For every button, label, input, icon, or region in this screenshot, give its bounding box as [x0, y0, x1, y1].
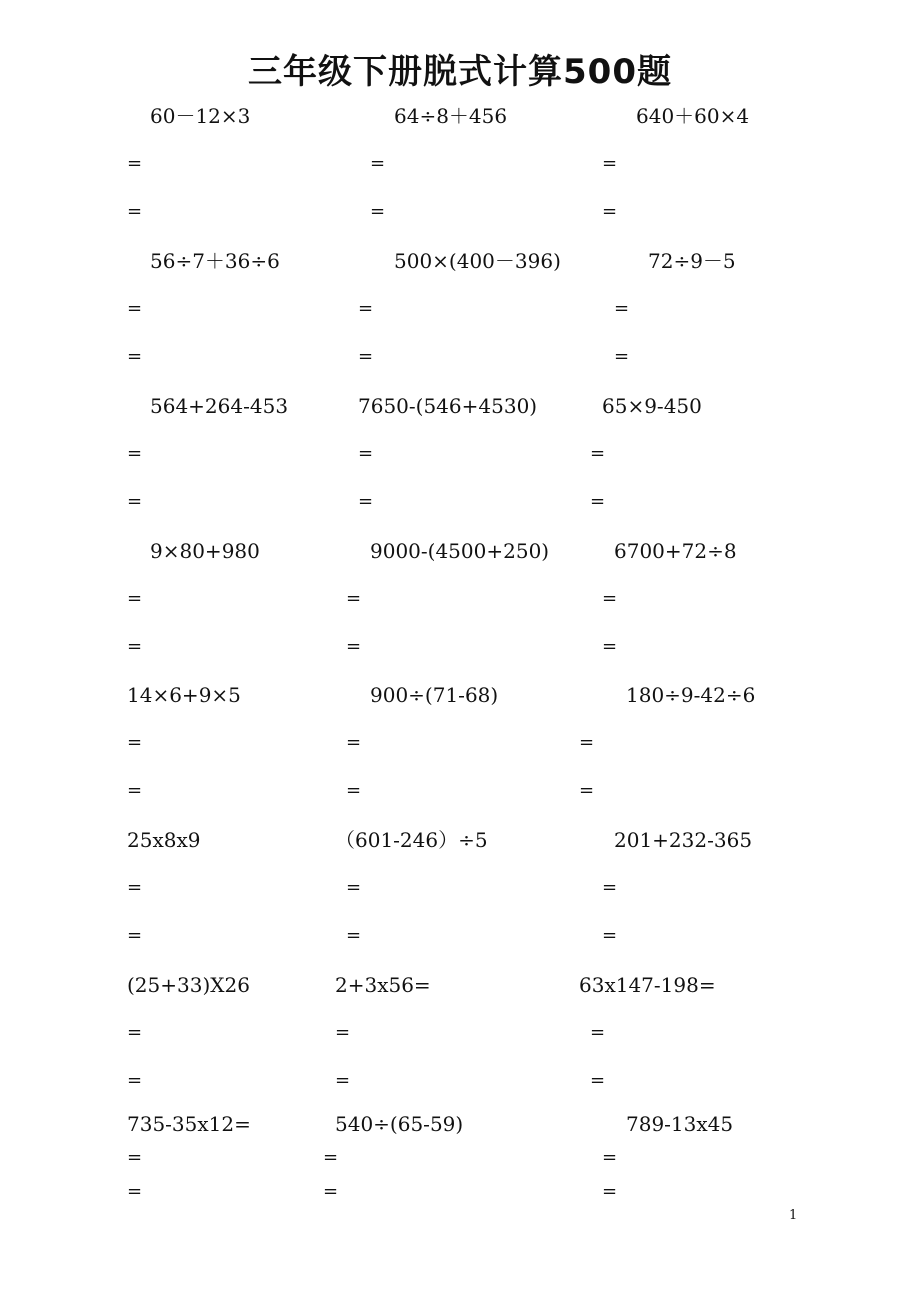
equals-line-1: = [358, 298, 374, 319]
problem-expression: 64÷8＋456 [394, 104, 508, 128]
problem-expression: 564+264-453 [150, 394, 289, 418]
equals-line-1: = [127, 443, 143, 464]
equals-line-2: = [579, 780, 595, 801]
equals-line-2: = [127, 780, 143, 801]
problem-expression: 60－12×3 [150, 104, 251, 128]
problem-expression: (25+33)X26 [127, 973, 250, 997]
equals-line-2: = [358, 346, 374, 367]
problem-expression: 65×9-450 [602, 394, 702, 418]
problem-expression: 9000-(4500+250) [370, 539, 550, 563]
problem-expression: 14×6+9×5 [127, 683, 241, 707]
equals-line-2: = [590, 1070, 606, 1091]
equals-line-1: = [127, 877, 143, 898]
equals-line-2: = [370, 201, 386, 222]
equals-line-1: = [602, 588, 618, 609]
equals-line-2: = [590, 491, 606, 512]
equals-line-2: = [346, 780, 362, 801]
equals-line-2: = [127, 1070, 143, 1091]
equals-line-2: = [127, 1181, 143, 1202]
problem-expression: 201+232-365 [614, 828, 753, 852]
equals-line-1: = [614, 298, 630, 319]
page-title: 三年级下册脱式计算500题 [248, 52, 672, 92]
problem-expression: 9×80+980 [150, 539, 260, 563]
equals-line-2: = [127, 925, 143, 946]
equals-line-1: = [358, 443, 374, 464]
problem-expression: 2+3x56= [335, 973, 431, 997]
problem-expression: 900÷(71-68) [370, 683, 499, 707]
problem-expression: 7650-(546+4530) [358, 394, 538, 418]
problem-expression: 25x8x9 [127, 828, 201, 852]
equals-line-1: = [127, 732, 143, 753]
equals-line-1: = [335, 1022, 351, 1043]
problem-expression: 72÷9－5 [648, 249, 736, 273]
problem-expression: 735-35x12= [127, 1112, 251, 1136]
equals-line-1: = [602, 877, 618, 898]
equals-line-1: = [346, 588, 362, 609]
equals-line-2: = [358, 491, 374, 512]
problem-expression: 56÷7＋36÷6 [150, 249, 280, 273]
equals-line-1: = [127, 153, 143, 174]
equals-line-2: = [614, 346, 630, 367]
problem-expression: 180÷9-42÷6 [626, 683, 756, 707]
equals-line-1: = [127, 298, 143, 319]
equals-line-2: = [127, 636, 143, 657]
equals-line-2: = [602, 636, 618, 657]
equals-line-2: = [127, 201, 143, 222]
equals-line-1: = [602, 153, 618, 174]
problem-expression: 500×(400－396) [394, 249, 561, 273]
equals-line-1: = [127, 1022, 143, 1043]
equals-line-2: = [127, 491, 143, 512]
equals-line-1: = [590, 443, 606, 464]
problem-expression: 6700+72÷8 [614, 539, 737, 563]
equals-line-2: = [346, 636, 362, 657]
problem-expression: 640＋60×4 [636, 104, 750, 128]
problem-expression: 789-13x45 [626, 1112, 734, 1136]
equals-line-2: = [127, 346, 143, 367]
page-number: 1 [789, 1208, 798, 1223]
equals-line-2: = [346, 925, 362, 946]
problem-expression: 63x147-198= [579, 973, 716, 997]
equals-line-2: = [602, 925, 618, 946]
equals-line-1: = [346, 877, 362, 898]
equals-line-1: = [579, 732, 595, 753]
equals-line-1: = [346, 732, 362, 753]
problem-expression: 540÷(65-59) [335, 1112, 464, 1136]
equals-line-1: = [323, 1147, 339, 1168]
equals-line-1: = [127, 1147, 143, 1168]
equals-line-1: = [370, 153, 386, 174]
equals-line-1: = [127, 588, 143, 609]
equals-line-1: = [602, 1147, 618, 1168]
equals-line-2: = [323, 1181, 339, 1202]
equals-line-2: = [602, 1181, 618, 1202]
problem-expression: （601-246）÷5 [335, 828, 488, 852]
equals-line-2: = [335, 1070, 351, 1091]
equals-line-1: = [590, 1022, 606, 1043]
equals-line-2: = [602, 201, 618, 222]
